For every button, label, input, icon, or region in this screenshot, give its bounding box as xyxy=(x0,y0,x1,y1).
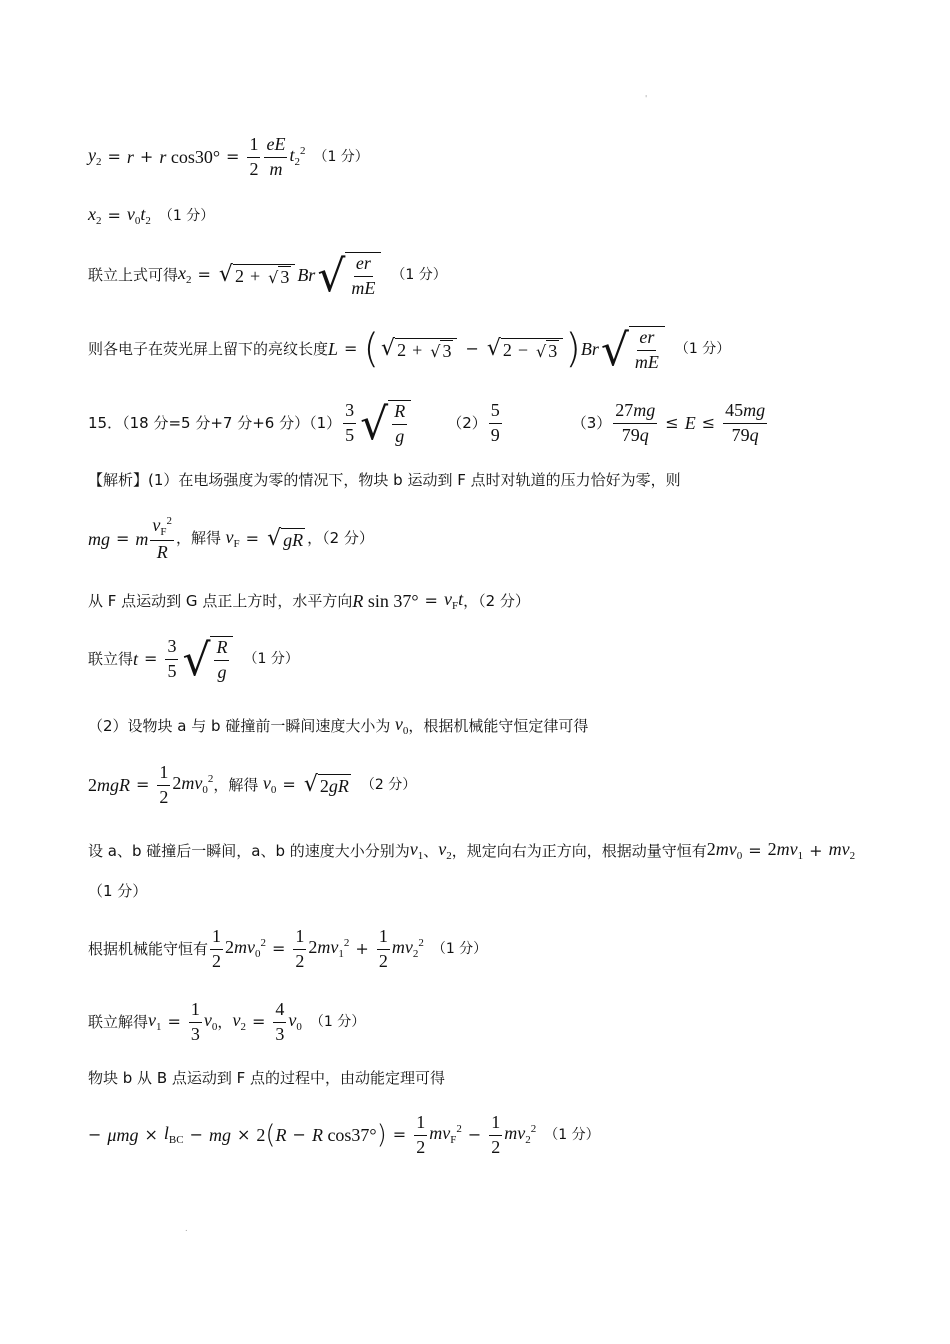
momentum-conservation: 设 a、b 碰撞后一瞬间，a、b 的速度大小分别为 $v_1$ 、 $v_2$ ，规定向右为正方向，根据动量守恒有 $2mv_0$ = $2mv_1$ + $mv_2$ xyxy=(88,839,856,862)
score-label: （1 分） xyxy=(544,1127,600,1144)
score-label: （1 分） xyxy=(158,208,215,224)
text-genju: 根据机械能守恒有 xyxy=(88,939,209,958)
text-lianli: 联立上式可得 xyxy=(88,265,179,284)
equation-x2: $x_2$ = $v_0t_2$ （1 分） xyxy=(88,204,215,227)
score-label: （1 分） xyxy=(313,149,369,166)
score-label: （1 分） xyxy=(88,882,148,900)
equation-t: 联立得 t = $\frac{3}{5}$ √ $\frac{R}{g}$ （1 分） xyxy=(88,634,299,686)
part-2-intro: （2）设物块 a 与 b 碰撞前一瞬间速度大小为 $v_0$ ，根据机械能守恒定律可得 xyxy=(88,714,589,737)
equation-v1-v2: 联立解得 $v_1$ = $\frac{1}{3}$ $v_0$ ， $v_2$ = $\frac{4}{3}$ $v_0$ （1 分） xyxy=(88,999,366,1044)
scan-mark: ' xyxy=(645,94,648,103)
equation-x2-result: 联立上式可得 $x_2$ = √ 2 + √ 3 Br √ $\frac{er}{mE}$ （1 分） xyxy=(88,250,447,302)
text-lianlijie: 联立解得 xyxy=(88,1012,149,1031)
question-15-answers: 15．（18 分=5 分+7 分+6 分）（1） $\frac{3}{5}$ √ $\frac{R}{g}$ （2） $\frac{5}{9}$ （3） $\frac{27mg}{79q}$ ≤ E ≤ $\frac{45mg}{79q}$ xyxy=(88,398,766,450)
text-q15b: （2） xyxy=(447,413,487,432)
text-q15c: （3） xyxy=(571,413,612,432)
text-fromF: 从 F 点运动到 G 点正上方时，水平方向 xyxy=(88,591,353,610)
text-jiede: ，解得 xyxy=(176,529,222,548)
equation-v0: 2mgR = $\frac{1}{2}$ $2mv_0^2$ ，解得 $v_0$ = √ 2 gR （2 分） xyxy=(88,762,417,807)
score-label: （1 分） xyxy=(431,941,488,958)
score-label: （2 分） xyxy=(360,777,417,794)
score-label: （1 分） xyxy=(391,267,447,284)
equation-y2: $y_2$ = r + r cos30° = $\frac{1}{2}$ $\frac{eE}{m}$ $t_2^2$ （1 分） xyxy=(88,134,369,179)
text-lianlide: 联立得 xyxy=(88,649,134,668)
text-zege: 则各电子在荧光屏上留下的亮纹长度 xyxy=(88,339,329,358)
energy-conservation: 根据机械能守恒有 $\frac{1}{2}$ $2mv_0^2$ = $\frac{1}{2}$ $2mv_1^2$ + $\frac{1}{2}$ $mv_2^2$ （1 分） xyxy=(88,926,488,971)
text-jiexi: 【解析】(1）在电场强度为零的情况下，物块 b 运动到 F 点时对轨道的压力恰好为零，则 xyxy=(88,471,681,489)
text-p2b: ，根据机械能守恒定律可得 xyxy=(408,716,589,735)
equation-Rsin37: 从 F 点运动到 G 点正上方时，水平方向 R sin 37° = $v_Ft$ ，（2 分） xyxy=(88,589,530,612)
score-label: （1 分） xyxy=(243,651,299,668)
analysis-heading xyxy=(88,473,681,488)
score-label: （1 分） xyxy=(674,341,731,358)
score-label: ，（2 分） xyxy=(307,529,374,548)
score-label: ，（2 分） xyxy=(463,591,530,610)
text-setab2: ，规定向右为正方向，根据动量守恒有 xyxy=(451,841,707,860)
equation-L: 则各电子在荧光屏上留下的亮纹长度 L = ( √ 2 + √ 3 − √ 2 − √ 3 ) Br √ $\frac{er}{mE}$ （1 分） xyxy=(88,324,731,376)
scan-mark: . xyxy=(185,1224,188,1233)
text-q15: 15．（18 分=5 分+7 分+6 分）（1） xyxy=(88,413,342,432)
equation-vF: mg = m $\frac{v_F^2}{R}$ ，解得 $v_F$ = √ gR ，（2 分） xyxy=(88,515,374,563)
equation-work-energy: − μmg × $l_{BC}$ − mg × 2 ( R − R cos37° ) = $\frac{1}{2}$ $mv_F^2$ − $\frac{1}{2}$ $mv_2^2$ （1 分） xyxy=(88,1112,600,1157)
text-p2: （2）设物块 a 与 b 碰撞前一瞬间速度大小为 xyxy=(88,716,391,735)
work-energy-intro xyxy=(88,1071,445,1086)
score-line xyxy=(88,884,147,899)
text-jiede2: ，解得 xyxy=(213,775,259,794)
text-wukuai: 物块 b 从 B 点运动到 F 点的过程中，由动能定理可得 xyxy=(88,1069,446,1087)
score-label: （1 分） xyxy=(309,1014,366,1031)
text-setab: 设 a、b 碰撞后一瞬间，a、b 的速度大小分别为 xyxy=(88,841,410,860)
